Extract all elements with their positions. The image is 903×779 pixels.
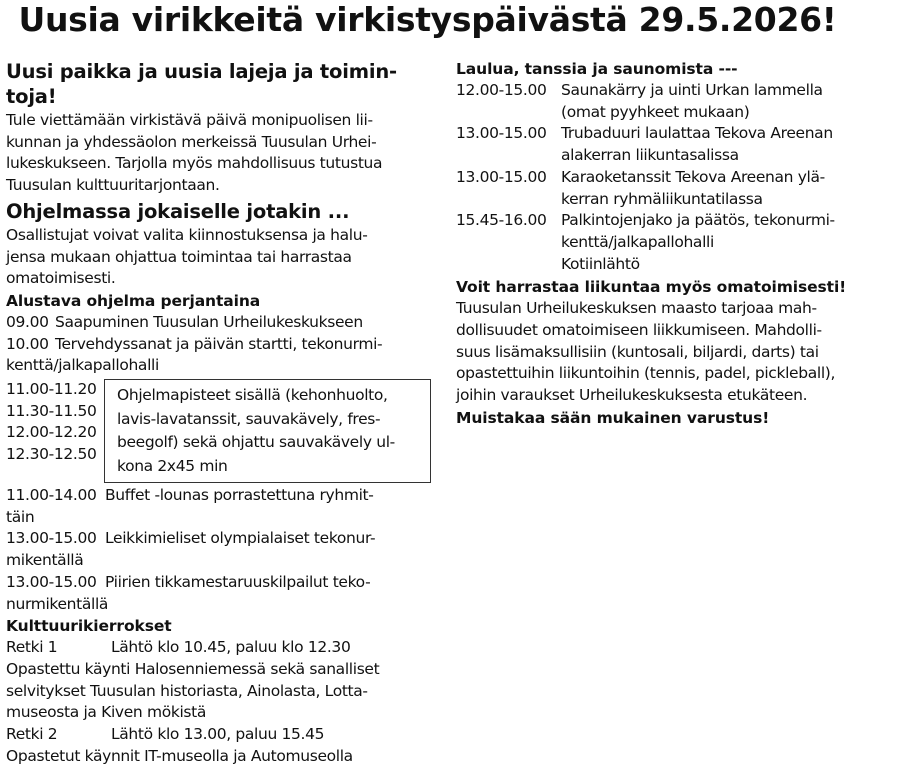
trip-header bbox=[6, 724, 436, 746]
schedule-time: 15.45-16.00 bbox=[456, 211, 547, 230]
schedule-desc: kenttä/jalkapallohalli bbox=[561, 232, 714, 251]
closing-note: Muistakaa sään mukainen varustus! bbox=[456, 408, 770, 427]
schedule-desc: alakerran liikuntasalissa bbox=[561, 146, 739, 165]
schedule-desc: Piirien tikkamestaruuskilpailut teko- bbox=[105, 572, 371, 591]
entertainment-heading: Laulua, tanssia ja saunomista --- bbox=[456, 60, 738, 78]
schedule-list bbox=[6, 312, 436, 377]
trip-name: Retki 1 bbox=[6, 638, 58, 657]
trip-name: Retki 2 bbox=[6, 725, 58, 744]
schedule-time: 11.00-14.00 bbox=[6, 486, 97, 505]
textbox-line: kona 2x45 min bbox=[117, 456, 228, 475]
heading-line: toja! bbox=[6, 85, 57, 108]
heading-line: Uusi paikka ja uusia lajeja ja toimin- bbox=[6, 60, 397, 83]
schedule-desc: Buffet -lounas porrastettuna ryhmit- bbox=[105, 486, 374, 505]
indoor-program-textbox bbox=[104, 379, 431, 483]
paragraph-line: Tuusulan Urheilukeskuksen maasto tarjoaa mah- bbox=[456, 299, 817, 318]
paragraph-line: joihin varaukset Urheilukeskuksesta etukäteen. bbox=[456, 386, 808, 405]
schedule-desc-continued: nurmikentällä bbox=[6, 594, 109, 613]
schedule-desc: Palkintojenjako ja päätös, tekonurmi- bbox=[561, 211, 835, 230]
schedule-item bbox=[456, 210, 896, 275]
trip-time: Lähtö klo 13.00, paluu 15.45 bbox=[111, 725, 325, 744]
schedule-desc-continued: mikentällä bbox=[6, 551, 84, 570]
textbox-line: beegolf) sekä ohjattu sauvakävely ul- bbox=[117, 433, 395, 452]
paragraph-line: kunnan ja yhdessäolon merkeissä Tuusulan Urhei- bbox=[6, 132, 377, 151]
paragraph-line: Tuusulan kulttuuritarjontaan. bbox=[6, 176, 220, 195]
page-title: Uusia virikkeitä virkistyspäivästä 29.5.2026! bbox=[18, 0, 837, 39]
trip-desc: Opastetut käynnit IT-museolla ja Automuseolla bbox=[6, 746, 353, 765]
schedule-time: 11.00-11.20 bbox=[6, 380, 97, 399]
schedule-time: 13.00-15.00 bbox=[6, 529, 97, 548]
section-heading-new-place bbox=[6, 58, 436, 110]
trip-desc: museosta ja Kiven mökistä bbox=[6, 703, 207, 722]
schedule-time: 13.00-15.00 bbox=[456, 124, 547, 143]
indoor-program-block bbox=[6, 379, 436, 485]
schedule-desc-continued: täin bbox=[6, 507, 35, 526]
section-heading-program: Ohjelmassa jokaiselle jotakin ... bbox=[6, 199, 350, 223]
schedule-time: 10.00 bbox=[6, 334, 49, 353]
schedule-item bbox=[456, 80, 896, 123]
indoor-program-times bbox=[6, 379, 97, 466]
culture-heading: Kulttuurikierrokset bbox=[6, 617, 172, 636]
schedule-time: 11.30-11.50 bbox=[6, 401, 97, 420]
schedule-desc: Leikkimieliset olympialaiset tekonur- bbox=[105, 529, 376, 548]
paragraph-line: suus lisämaksullisiin (kuntosali, biljardi, darts) tai bbox=[456, 342, 819, 361]
schedule-desc: Saunakärry ja uinti Urkan lammella bbox=[561, 81, 823, 99]
paragraph-line: Tule viettämään virkistävä päivä monipuolisen lii- bbox=[6, 111, 373, 129]
schedule-item bbox=[6, 485, 436, 507]
self-activity-paragraph bbox=[456, 298, 896, 407]
paragraph-line: Osallistujat voivat valita kiinnostuksensa ja halu- bbox=[6, 225, 368, 244]
schedule-list-afternoon bbox=[6, 485, 436, 615]
schedule-desc: Trubaduuri laulattaa Tekova Areenan bbox=[561, 124, 833, 143]
textbox-line: lavis-lavatanssit, sauvakävely, fres- bbox=[117, 409, 381, 428]
trip-desc: selvitykset Tuusulan historiasta, Ainolasta, Lotta- bbox=[6, 681, 368, 700]
schedule-item bbox=[6, 312, 436, 334]
trip-time: Lähtö klo 10.45, paluu klo 12.30 bbox=[111, 638, 351, 657]
schedule-time: 12.00-12.20 bbox=[6, 423, 97, 442]
schedule-time: 12.00-15.00 bbox=[456, 81, 547, 99]
intro-paragraph bbox=[6, 110, 436, 197]
schedule-item bbox=[6, 572, 436, 594]
schedule-desc: (omat pyyhkeet mukaan) bbox=[561, 102, 750, 121]
schedule-item bbox=[456, 167, 896, 210]
entertainment-schedule bbox=[456, 80, 896, 275]
schedule-desc-continued: kenttä/jalkapallohalli bbox=[6, 356, 159, 375]
schedule-desc: Karaoketanssit Tekova Areenan ylä- bbox=[561, 167, 825, 186]
schedule-time: 13.00-15.00 bbox=[456, 167, 547, 186]
right-column bbox=[456, 58, 896, 429]
culture-trips bbox=[6, 637, 436, 767]
trip-header bbox=[6, 637, 436, 659]
trip-desc: Opastettu käynti Halosenniemessä sekä sanalliset bbox=[6, 659, 380, 678]
schedule-heading: Alustava ohjelma perjantaina bbox=[6, 291, 261, 310]
schedule-desc: Saapuminen Tuusulan Urheilukeskukseen bbox=[55, 312, 363, 331]
program-intro-paragraph bbox=[6, 225, 436, 290]
schedule-desc: Tervehdyssanat ja päivän startti, tekonurmi- bbox=[55, 334, 383, 353]
left-column bbox=[6, 58, 436, 767]
schedule-time: 09.00 bbox=[6, 312, 49, 331]
schedule-time: 12.30-12.50 bbox=[6, 445, 97, 464]
schedule-time: 13.00-15.00 bbox=[6, 572, 97, 591]
schedule-desc: Kotiinlähtö bbox=[561, 254, 640, 273]
self-activity-heading: Voit harrastaa liikuntaa myös omatoimisesti! bbox=[456, 278, 847, 297]
textbox-line: Ohjelmapisteet sisällä (kehonhuolto, bbox=[117, 386, 388, 405]
paragraph-line: opastettuihin liikuntoihin (tennis, padel, pickleball), bbox=[456, 364, 836, 383]
schedule-item bbox=[6, 334, 436, 356]
schedule-item bbox=[456, 123, 896, 166]
schedule-desc: kerran ryhmäliikuntatilassa bbox=[561, 189, 763, 208]
paragraph-line: jensa mukaan ohjattua toimintaa tai harrastaa bbox=[6, 247, 352, 266]
paragraph-line: lukeskukseen. Tarjolla myös mahdollisuus tutustua bbox=[6, 154, 383, 173]
schedule-item bbox=[6, 528, 436, 550]
paragraph-line: dollisuudet omatoimiseen liikkumiseen. Mahdolli- bbox=[456, 321, 822, 340]
paragraph-line: omatoimisesti. bbox=[6, 269, 116, 288]
